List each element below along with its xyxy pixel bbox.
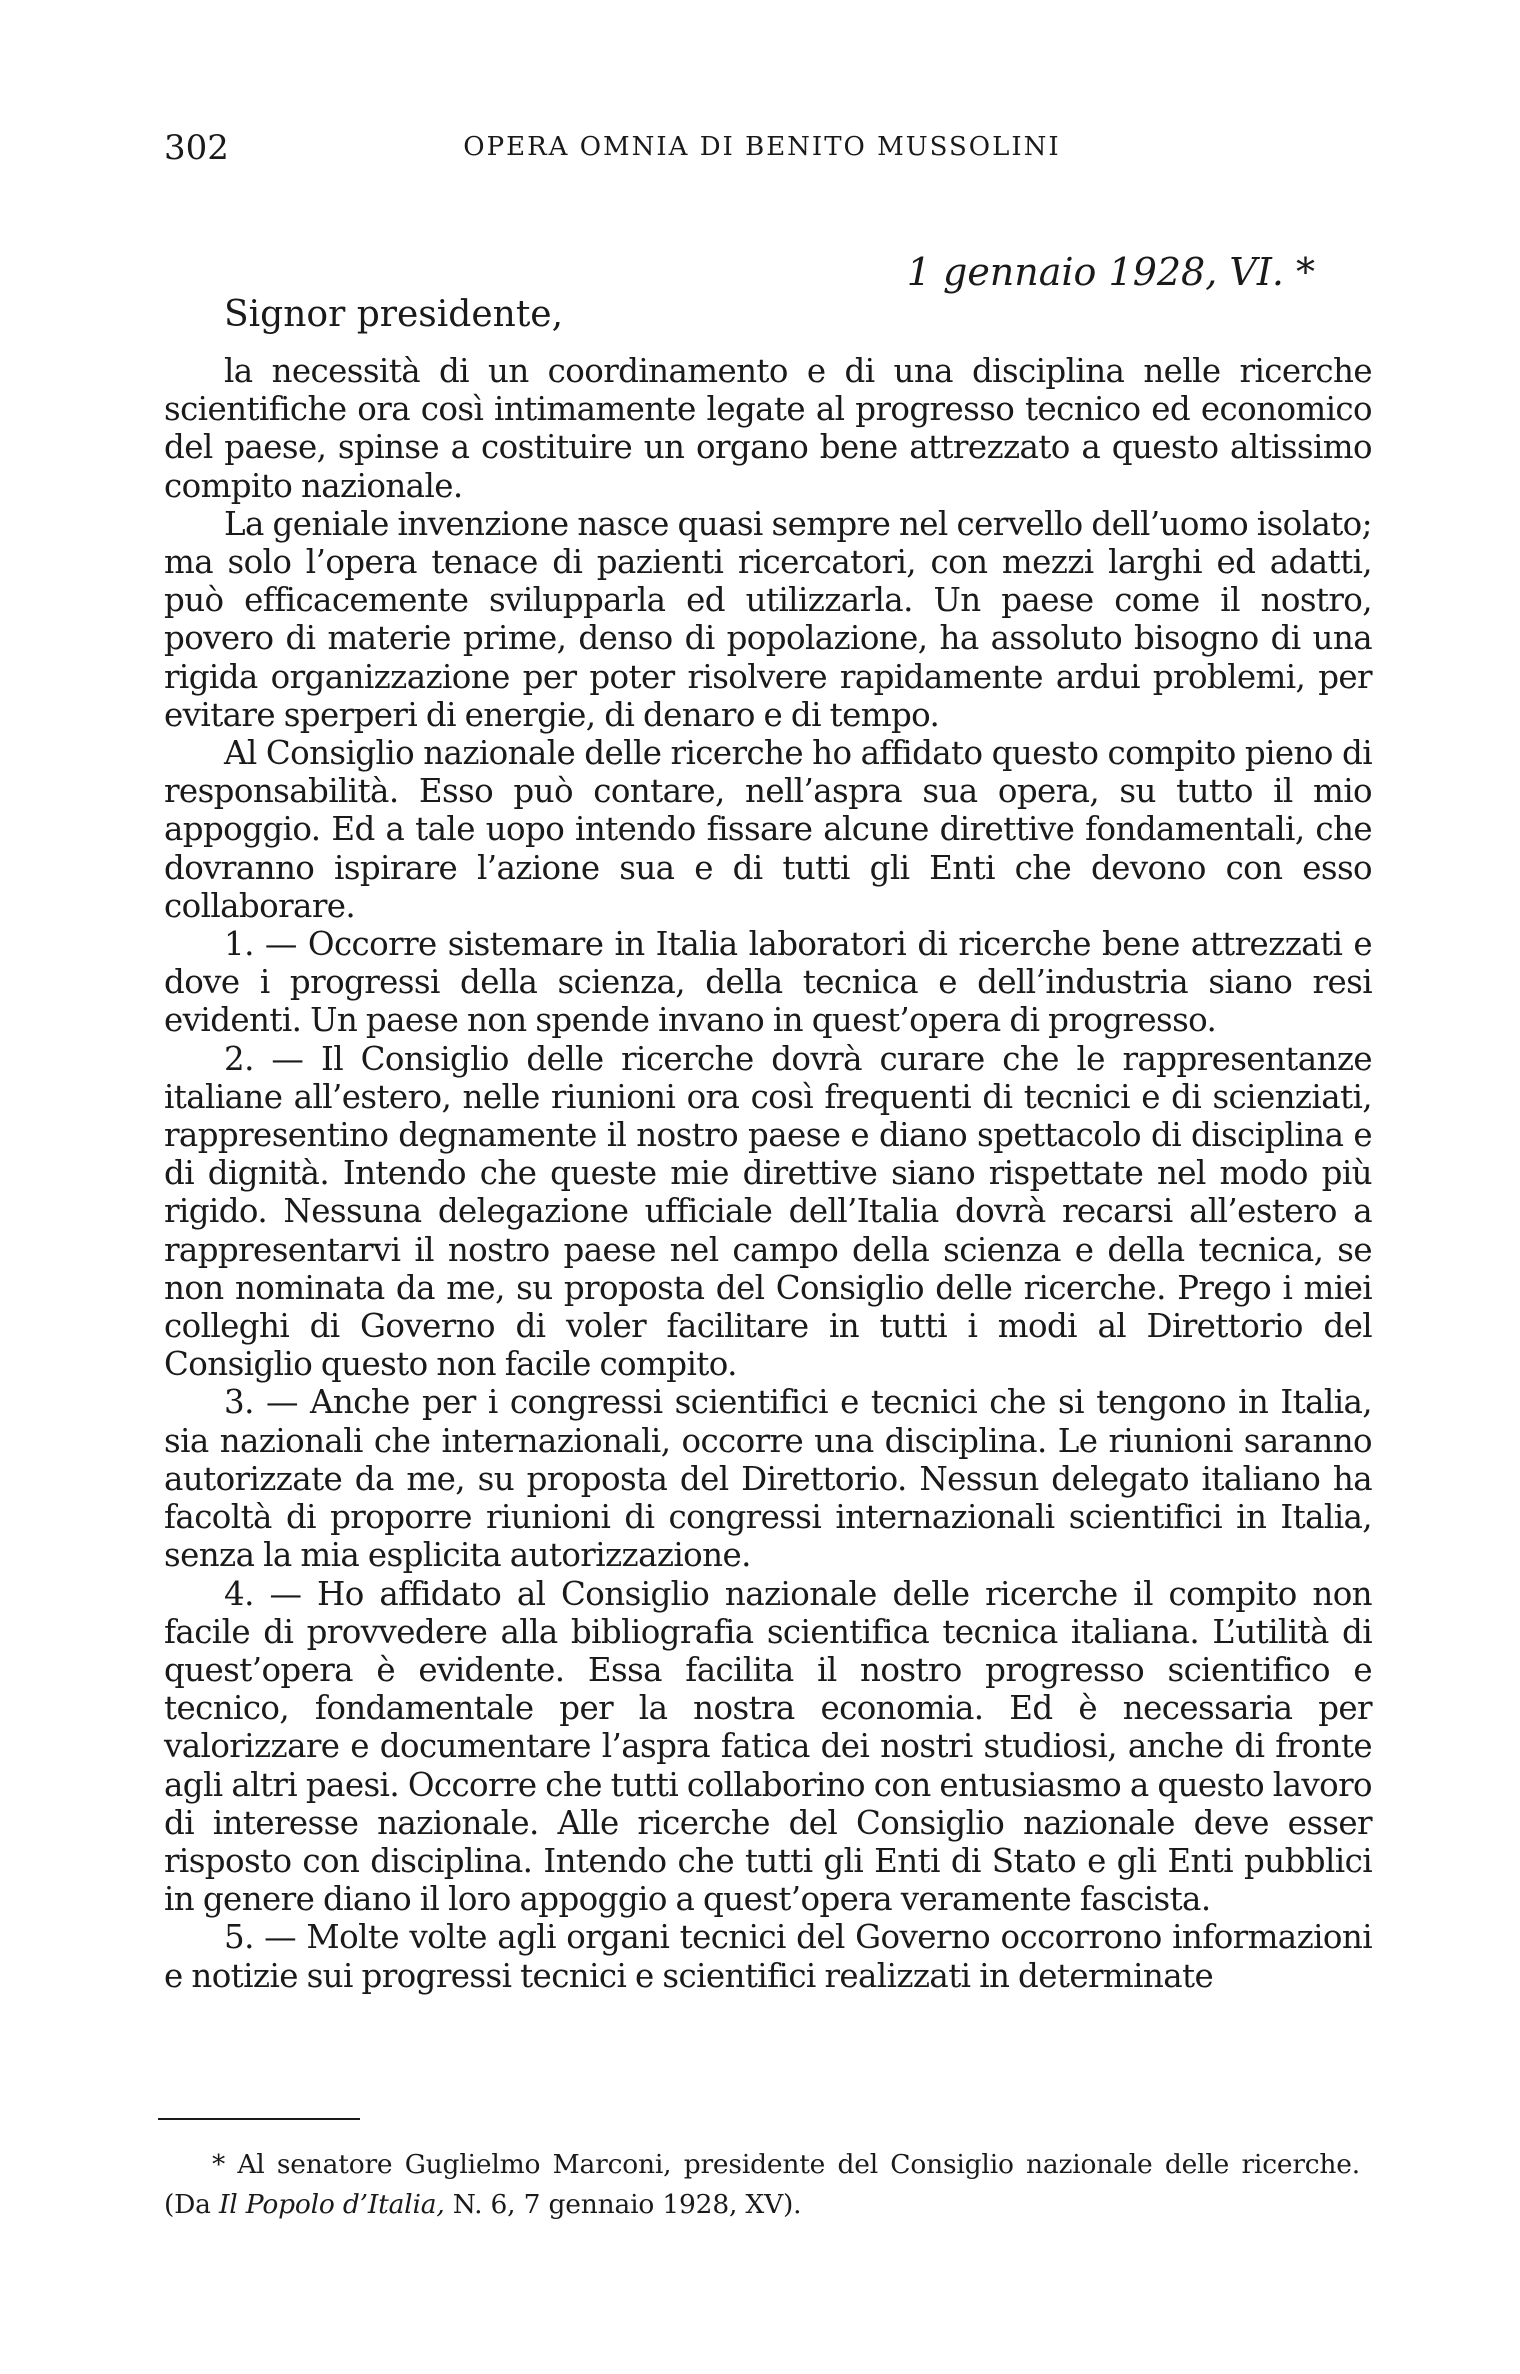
page-number: 302: [164, 128, 229, 168]
numbered-paragraph-2: 2. — Il Consiglio delle ricerche dovrà curare che le rappresentanze italiane all’estero, nelle riunioni ora così frequenti di tecnici e di scienziati, rappresentino degnamente il nostro paese e diano spettacolo di disciplina e di dignità. Intendo che queste mie direttive siano rispettate nel modo più rigido. Nessuna delegazione ufficiale dell’Italia dovrà recarsi all’estero a rappresentarvi il nostro paese nel campo della scienza e della tecnica, se non nominata da me, su proposta del Consiglio delle ricerche. Prego i miei colleghi di Governo di voler facilitare in tutti i modi al Direttorio del Consiglio questo non facile compito.: [164, 1039, 1372, 1384]
numbered-paragraph-1: 1. — Occorre sistemare in Italia laboratori di ricerche bene attrezzati e dove i progressi della scienza, della tecnica e dell’industria siano resi evidenti. Un paese non spende invano in quest’opera di progresso.: [164, 925, 1372, 1040]
numbered-paragraph-4: 4. — Ho affidato al Consiglio nazionale delle ricerche il compito non facile di provvedere alla bibliografia scientifica tecnica italiana. L’utilità di quest’opera è evidente. Essa facilita il nostro progresso scientifico e tecnico, fondamentale per la nostra economia. Ed è necessaria per valorizzare e documentare l’aspra fatica dei nostri studiosi, anche di fronte agli altri paesi. Occorre che tutti collaborino con entusiasmo a questo lavoro di interesse nazionale. Alle ricerche del Consiglio nazionale deve esser risposto con disciplina. Intendo che tutti gli Enti di Stato e gli Enti pubblici in genere diano il loro appoggio a quest’opera veramente fascista.: [164, 1574, 1372, 1919]
footnote-text-start: * Al senatore Guglielmo Marconi, presidente del Consiglio nazionale delle ricerche. (Da: [164, 2149, 1360, 2220]
paragraph: Al Consiglio nazionale delle ricerche ho affidato questo compito pieno di responsabilità. Esso può contare, nell’aspra sua opera, su tutto il mio appoggio. Ed a tale uopo intendo fissare alcune direttive fondamentali, che dovranno ispirare l’azione sua e di tutti gli Enti che devono con esso collaborare.: [164, 734, 1372, 925]
footnote-text-end: N. 6, 7 gennaio 1928, XV).: [444, 2189, 802, 2220]
letter-body: [164, 352, 1372, 1995]
footnote-divider: [158, 2118, 360, 2120]
paragraph: la necessità di un coordinamento e di una disciplina nelle ricerche scientifiche ora così intimamente legate al progresso tecnico ed economico del paese, spinse a costituire un organo bene attrezzato a questo altissimo compito nazionale.: [164, 352, 1372, 505]
running-title: OPERA OMNIA DI BENITO MUSSOLINI: [463, 132, 1061, 162]
letter-date: 1 gennaio 1928, VI. *: [906, 250, 1315, 294]
footnote-source-title: Il Popolo d’Italia,: [219, 2189, 445, 2220]
footnote: [164, 2145, 1360, 2225]
numbered-paragraph-3: 3. — Anche per i congressi scientifici e tecnici che si tengono in Italia, sia nazionali che internazionali, occorre una disciplina. Le riunioni saranno autorizzate da me, su proposta del Direttorio. Nessun delegato italiano ha facoltà di proporre riunioni di congressi internazionali scientifici in Italia, senza la mia esplicita autorizzazione.: [164, 1383, 1372, 1575]
numbered-paragraph-5: 5. — Molte volte agli organi tecnici del Governo occorrono informazioni e notizie sui progressi tecnici e scientifici realizzati in determinate: [164, 1918, 1372, 1995]
page-header: [164, 128, 1360, 178]
footnote-text: [164, 2145, 1360, 2225]
paragraph: La geniale invenzione nasce quasi sempre nel cervello dell’uomo isolato; ma solo l’opera tenace di pazienti ricercatori, con mezzi larghi ed adatti, può efficacemente svilupparla ed utilizzarla. Un paese come il nostro, povero di materie prime, denso di popolazione, ha assoluto bisogno di una rigida organizzazione per poter risolvere rapidamente ardui problemi, per evitare sperperi di energie, di denaro e di tempo.: [164, 504, 1372, 734]
letter-salutation: Signor presidente,: [224, 294, 564, 335]
